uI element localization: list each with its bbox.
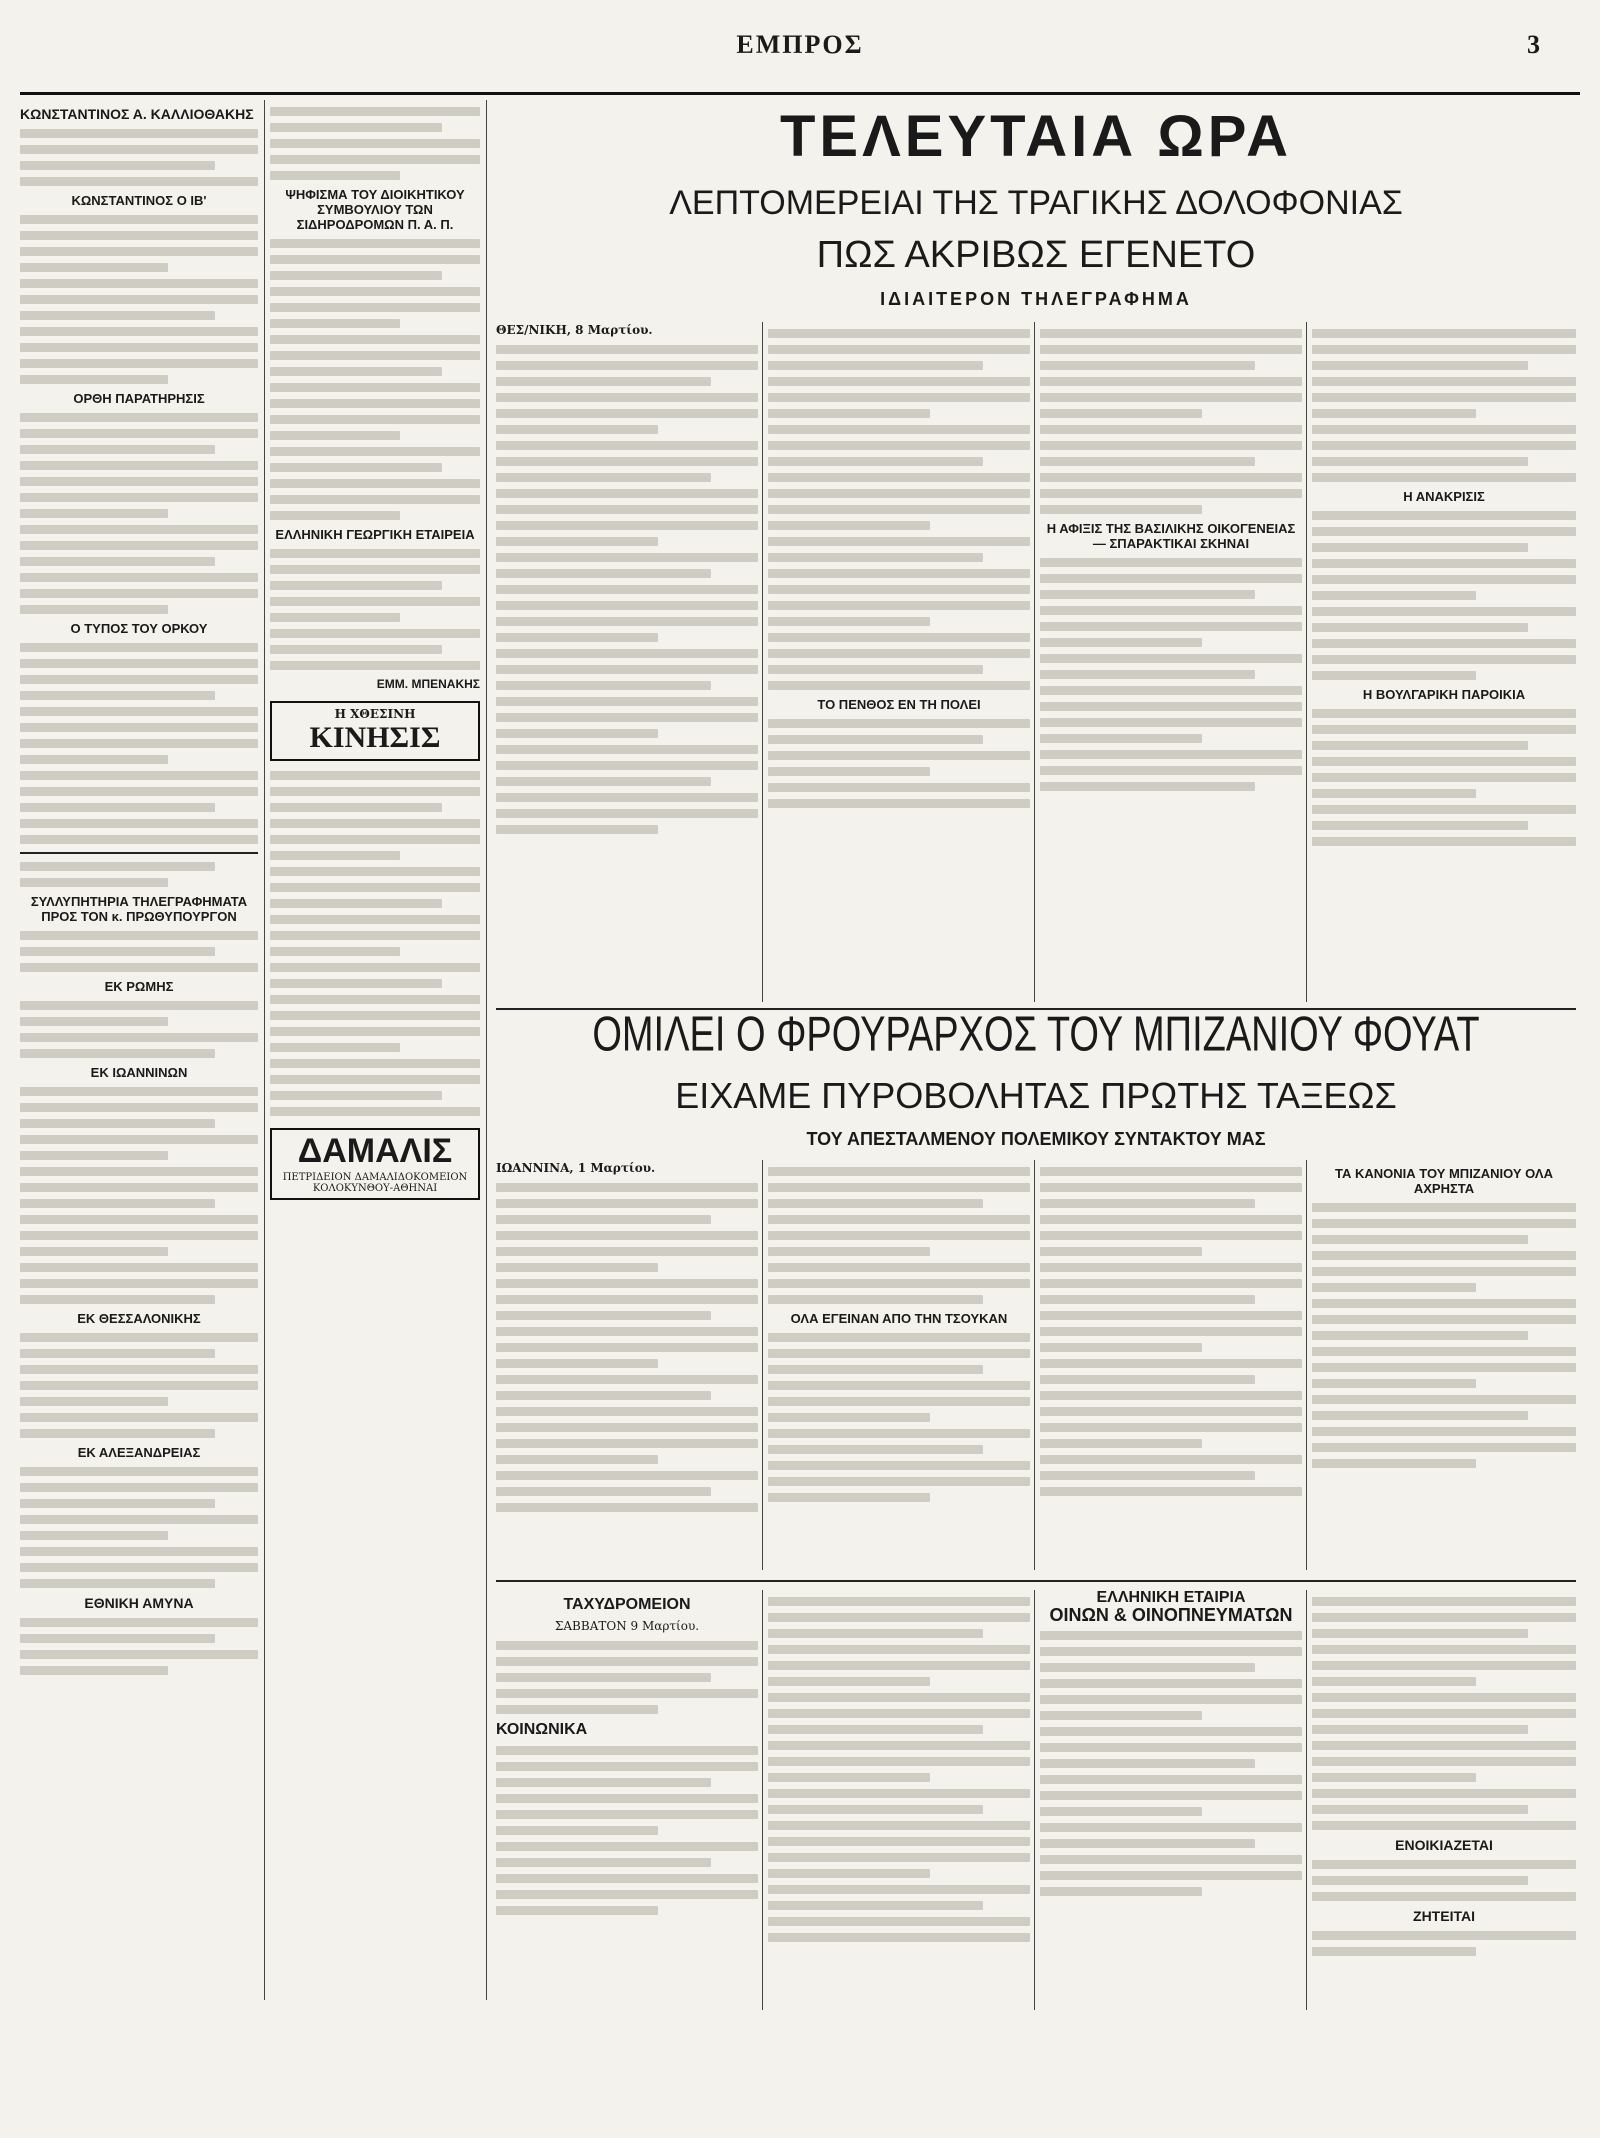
section-heading: ΚΟΙΝΩΝΙΚΑ [496,1721,588,1738]
post-date: ΣΑΒΒΑΤΟΝ 9 Μαρτίου. [554,1619,700,1633]
classified-heading: ΖΗΤΕΙΤΑΙ [1413,1908,1475,1924]
dateline: ΙΩΑΝΝΙΝΑ, 1 Μαρτίου. [496,1161,656,1175]
page-number: 3 [1527,30,1540,59]
company-notice: ΕΛΛΗΝΙΚΗ ΕΤΑΙΡΙΑ ΟΙΝΩΝ & ΟΙΝΟΠΝΕΥΜΑΤΩΝ [1049,1590,1293,1625]
section-heading: ΕΛΛΗΝΙΚΗ ΓΕΩΡΓΙΚΗ ΕΤΑΙΡΕΙΑ [275,527,475,542]
section-heading: ΤΑ ΚΑΝΟΝΙΑ ΤΟΥ ΜΠΙΖΑΝΙΟΥ ΟΛΑ ΑΧΡΗΣΤΑ [1334,1166,1553,1196]
second-column-1 [496,1160,758,1570]
second-headline-1: ΟΜΙΛΕΙ Ο ΦΡΟΥΡΑΡΧΟΣ ΤΟΥ ΜΠΙΖΑΝΙΟΥ ΦΟΥΑΤ [592,1007,1480,1063]
header-rule [20,92,1580,95]
section-heading: ΟΛΑ ΕΓΕΙΝΑΝ ΑΠΟ ΤΗΝ ΤΣΟΥΚΑΝ [790,1311,1008,1326]
middle-column [270,100,480,2000]
bottom-column-3 [1040,1590,1302,2010]
section-heading: ΟΡΘΗ ΠΑΡΑΤΗΡΗΣΙΣ [73,391,205,406]
lead-column-4 [1312,322,1576,1002]
section-heading: Ο ΤΥΠΟΣ ΤΟΥ ΟΡΚΟΥ [70,621,208,636]
section-heading: ΕΘΝΙΚΗ ΑΜΥΝΑ [84,1595,194,1611]
section-heading: ΨΗΦΙΣΜΑ ΤΟΥ ΔΙΟΙΚΗΤΙΚΟΥ ΣΥΜΒΟΥΛΙΟΥ ΤΩΝ ΣΙΔΗΡΟΔΡΟΜΩΝ Π. Α. Π. [285,187,465,232]
advertisement: ΔΑΜΑΛΙΣ ΠΕΤΡΙΔΕΙΟΝ ΔΑΜΑΛΙΔΟΚΟΜΕΙΟΝ ΚΟΛΟΚΥΝΘΟΥ-ΑΘΗΝΑΙ [270,1128,480,1200]
newspaper-title: ΕΜΠΡΟΣ [736,30,864,59]
second-byline: ΤΟΥ ΑΠΕΣΤΑΛΜΕΝΟΥ ΠΟΛΕΜΙΚΟΥ ΣΥΝΤΑΚΤΟΥ ΜΑΣ [806,1129,1266,1149]
section-heading: ΤΑΧΥΔΡΟΜΕΙΟΝ [563,1596,691,1613]
second-column-4 [1312,1160,1576,1570]
second-column-2 [768,1160,1030,1570]
holiday-box: Η ΧΘΕΣΙΝΗ ΚΙΝΗΣΙΣ [270,701,480,761]
signature: ΕΜΜ. ΜΠΕΝΑΚΗΣ [376,677,480,691]
dateline: ΘΕΣ/ΝΙΚΗ, 8 Μαρτίου. [496,323,653,337]
section-heading: Η ΑΝΑΚΡΙΣΙΣ [1403,489,1485,504]
bottom-column-1 [496,1590,758,2010]
lead-column-2 [768,322,1030,1002]
left-column [20,100,258,2000]
page-header [20,30,1580,90]
bottom-column-4 [1312,1590,1576,2010]
lead-subhead: ΙΔΙΑΙΤΕΡΟΝ ΤΗΛΕΓΡΑΦΗΜΑ [880,289,1192,309]
lead-column-1 [496,322,758,1002]
lead-headline-2: ΠΩΣ ΑΚΡΙΒΩΣ ΕΓΕΝΕΤΟ [816,234,1256,276]
column-header: ΚΩΝΣΤΑΝΤΙΝΟΣ Α. ΚΑΛΛΙΟΘΑΚΗΣ [20,106,254,122]
telegram-origin: ΕΚ ΘΕΣΣΑΛΟΝΙΚΗΣ [77,1311,201,1326]
section-heading: Η ΒΟΥΛΓΑΡΙΚΗ ΠΑΡΟΙΚΙΑ [1362,687,1526,702]
classified-heading: ΕΝΟΙΚΙΑΖΕΤΑΙ [1395,1837,1493,1853]
second-headline-2: ΕΙΧΑΜΕ ΠΥΡΟΒΟΛΗΤΑΣ ΠΡΩΤΗΣ ΤΑΞΕΩΣ [675,1075,1397,1116]
section-heading: ΣΥΛΛΥΠΗΤΗΡΙΑ ΤΗΛΕΓΡΑΦΗΜΑΤΑ ΠΡΟΣ ΤΟΝ κ. ΠΡΩΘΥΠΟΥΡΓΟΝ [30,894,248,924]
bottom-column-2 [768,1590,1030,2010]
lead-banner: ΤΕΛΕΥΤΑΙΑ ΩΡΑ [779,104,1293,169]
section-heading: ΤΟ ΠΕΝΘΟΣ ΕΝ ΤΗ ΠΟΛΕΙ [817,697,981,712]
telegram-origin: ΕΚ ΙΩΑΝΝΙΝΩΝ [90,1065,188,1080]
section-heading: ΚΩΝΣΤΑΝΤΙΝΟΣ Ο ΙΒ' [71,193,207,208]
telegram-origin: ΕΚ ΡΩΜΗΣ [104,979,174,994]
lead-column-3 [1040,322,1302,1002]
lead-headline-1: ΛΕΠΤΟΜΕΡΕΙΑΙ ΤΗΣ ΤΡΑΓΙΚΗΣ ΔΟΛΟΦΟΝΙΑΣ [669,184,1403,222]
section-heading: Η ΑΦΙΞΙΣ ΤΗΣ ΒΑΣΙΛΙΚΗΣ ΟΙΚΟΓΕΝΕΙΑΣ — ΣΠΑΡΑΚΤΙΚΑΙ ΣΚΗΝΑΙ [1046,521,1296,551]
telegram-origin: ΕΚ ΑΛΕΞΑΝΔΡΕΙΑΣ [77,1445,201,1460]
second-column-3 [1040,1160,1302,1570]
